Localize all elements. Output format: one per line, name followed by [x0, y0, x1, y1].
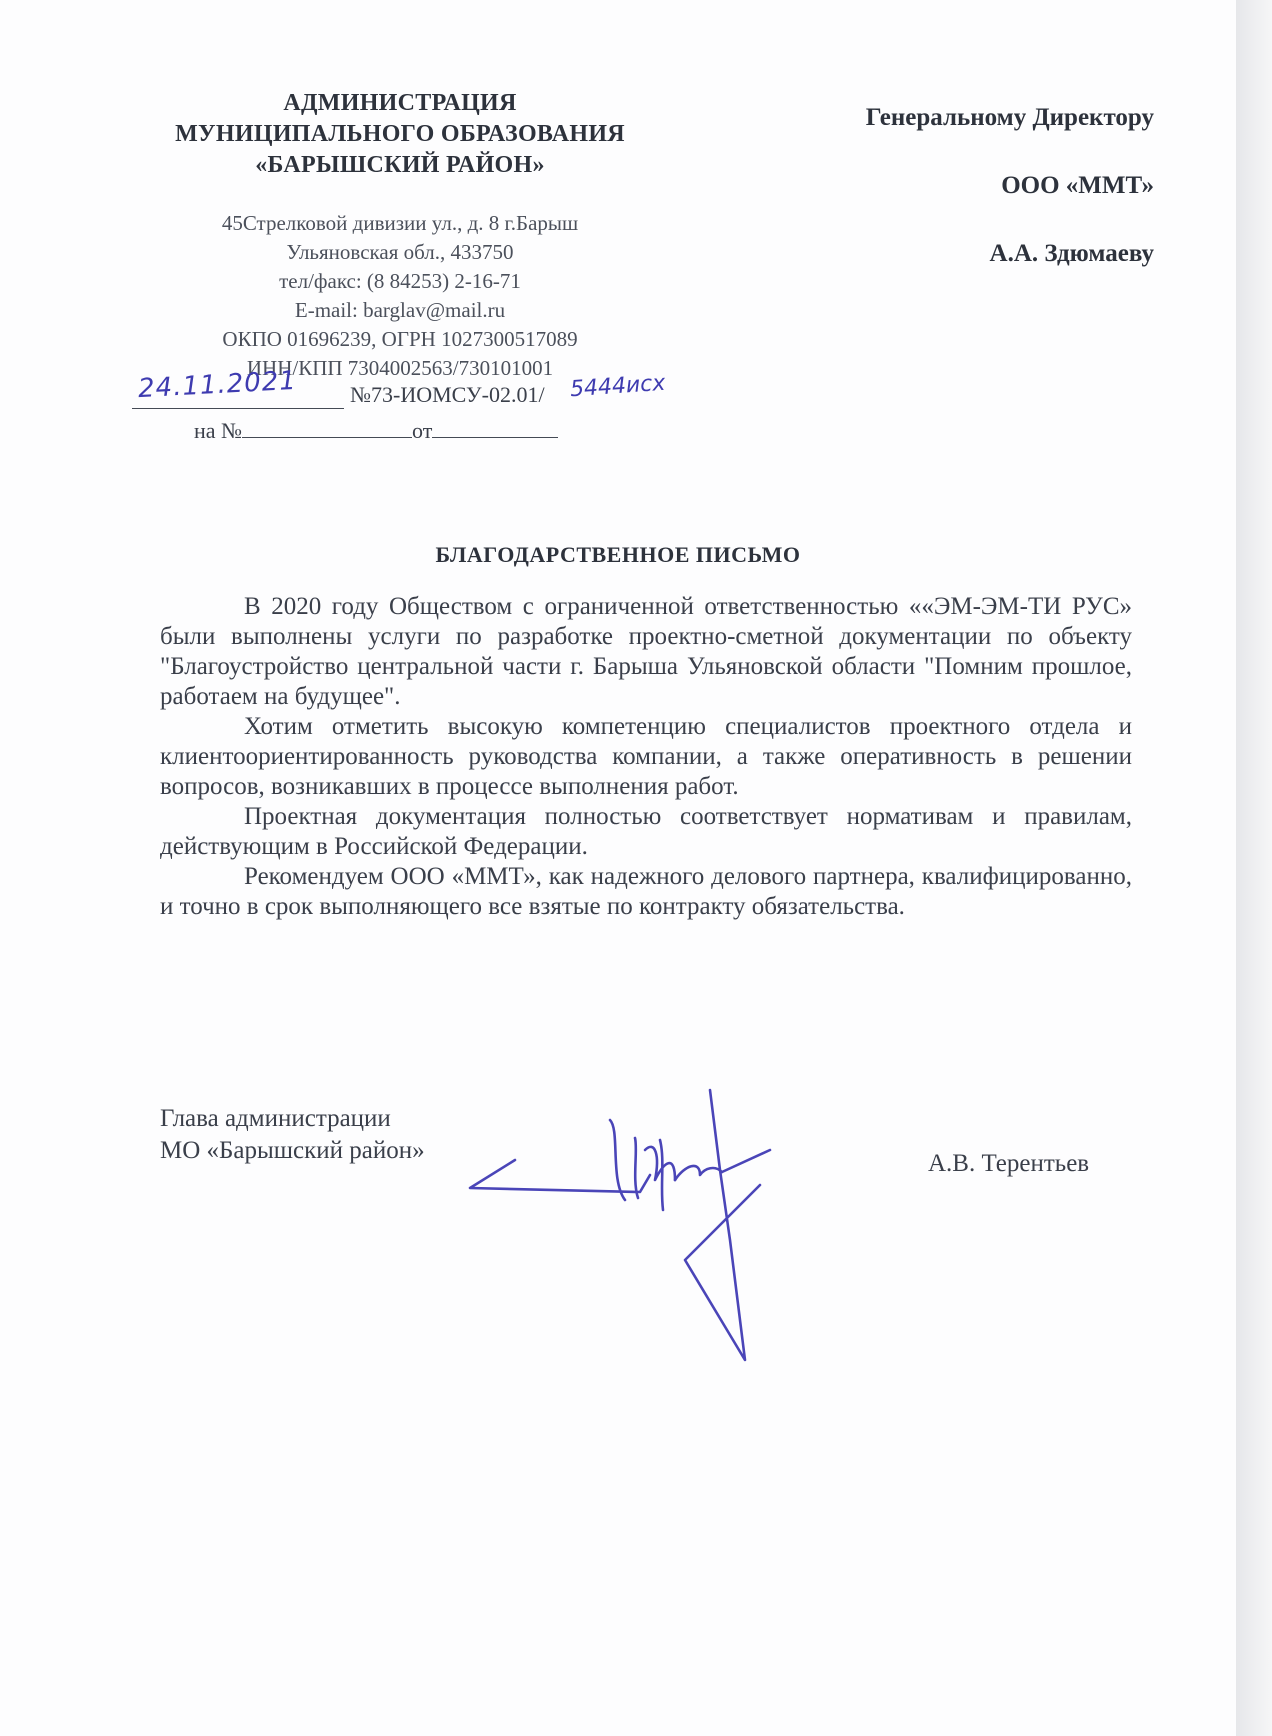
handwritten-number: 5444исх — [569, 370, 667, 403]
region-line: Ульяновская обл., 433750 — [286, 240, 514, 264]
organization-name-line: МУНИЦИПАЛЬНОГО ОБРАЗОВАНИЯ — [175, 121, 625, 147]
addressee-company: ООО «ММТ» — [1001, 172, 1154, 199]
reference-prefix: на № — [194, 418, 243, 443]
organization-contacts — [130, 209, 670, 383]
signer-name: А.В. Терентьев — [928, 1150, 1090, 1177]
addressee-block — [866, 102, 1154, 306]
body-paragraph: В 2020 году Обществом с ограниченной ответственностью ««ЭМ-ЭМ-ТИ РУС» были выполнены услуги по разработке проектно-сметной документации по объекту "Благоустройство центральной части г. Барыша Ульяновской области "Помним прошлое, работаем на будущее". — [160, 593, 1132, 710]
organization-name-line: «БАРЫШСКИЙ РАЙОН» — [255, 152, 545, 178]
inn-kpp-line: ИНН/КПП 7304002563/730101001 — [246, 356, 554, 380]
reference-number-blank — [242, 419, 412, 438]
body-paragraph: Рекомендуем ООО «ММТ», как надежного делового партнера, квалифицированно, и точно в срок выполняющего все взятые по контракту обязательства. — [160, 863, 1132, 920]
scan-edge — [1236, 0, 1272, 1736]
signer-title — [160, 1103, 425, 1167]
date-underline — [132, 408, 344, 409]
signature-stroke — [635, 1138, 638, 1198]
letter-body — [160, 592, 1132, 922]
organization-name — [130, 88, 670, 181]
signature-stroke — [470, 1160, 650, 1192]
signer-title-line: Глава администрации — [160, 1105, 391, 1132]
signature-stroke — [685, 1090, 760, 1360]
document-title: БЛАГОДАРСТВЕННОЕ ПИСЬМО — [435, 542, 801, 567]
addressee-name: А.А. Здюмаеву — [989, 240, 1154, 267]
signature-stroke — [610, 1120, 625, 1200]
body-paragraph: Хотим отметить высокую компетенцию специалистов проектного отдела и клиентоориентированность руководства компании, а также оперативность в решении вопросов, возникавших в процессе выполнения работ. — [160, 713, 1132, 800]
organization-header — [130, 88, 670, 383]
okpo-ogrn-line: ОКПО 01696239, ОГРН 1027300517089 — [222, 327, 578, 351]
handwritten-date: 24.11.2021 — [137, 365, 298, 405]
addressee-position: Генеральному Директору — [865, 104, 1154, 131]
signature-stroke — [675, 1166, 722, 1180]
outgoing-number: №73-ИОМСУ-02.01/ — [350, 382, 545, 407]
signer-title-line: МО «Барышский район» — [160, 1137, 425, 1164]
organization-name-line: АДМИНИСТРАЦИЯ — [283, 90, 517, 116]
reference-date-blank — [432, 419, 558, 438]
signature-image — [460, 1080, 860, 1380]
reference-line — [194, 418, 558, 444]
signature-stroke — [660, 1140, 663, 1210]
reference-from-label: от — [412, 418, 433, 443]
address-line: 45Стрелковой дивизии ул., д. 8 г.Барыш — [221, 211, 579, 235]
phone-line: тел/факс: (8 84253) 2-16-71 — [279, 269, 521, 293]
signature-stroke — [722, 1150, 770, 1172]
email-line: E-mail: barglav@mail.ru — [294, 298, 506, 322]
body-paragraph: Проектная документация полностью соответствует нормативам и правилам, действующим в Российской Федерации. — [160, 803, 1132, 860]
